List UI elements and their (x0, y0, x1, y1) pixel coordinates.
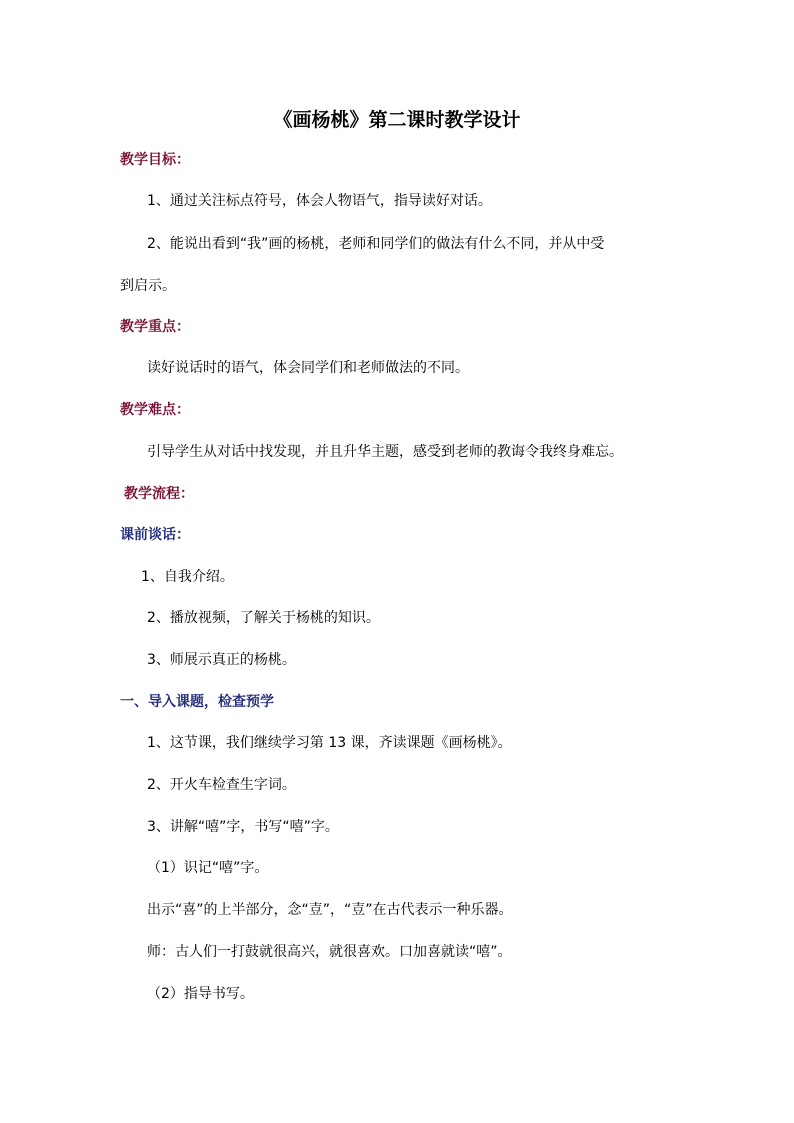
key-heading: 教学重点： (120, 319, 190, 335)
part1-item-5: 出示“喜”的上半部分，念“壴”，“壴”在古代表示一种乐器。 (147, 902, 513, 918)
pre-talk-item-2: 2、播放视频，了解关于杨桃的知识。 (147, 610, 380, 626)
pre-talk-heading: 课前谈话： (120, 527, 190, 543)
pre-talk-item-1: 1、自我介绍。 (141, 569, 234, 585)
goal-item-2: 2、能说出看到“我”画的杨桃，老师和同学们的做法有什么不同，并从中受 (147, 236, 605, 252)
process-heading: 教学流程： (124, 486, 194, 502)
part1-item-2: 2、开火车检查生字词。 (147, 777, 296, 793)
difficulty-heading: 教学难点： (120, 402, 190, 418)
part1-item-6: 师：古人们一打鼓就很高兴，就很喜欢。口加喜就读“嘻”。 (147, 944, 512, 960)
document-title: 《画杨桃》第二课时教学设计 (273, 109, 521, 131)
part1-heading: 一、导入课题，检查预学 (120, 694, 274, 710)
pre-talk-item-3: 3、师展示真正的杨桃。 (147, 652, 296, 668)
goal-item-1: 1、通过关注标点符号，体会人物语气，指导读好对话。 (147, 193, 492, 209)
goal-item-2-continued: 到启示。 (120, 278, 176, 294)
part1-item-1: 1、这节课，我们继续学习第 13 课，齐读课题《画杨桃》。 (147, 735, 512, 751)
difficulty-text: 引导学生从对话中找发现，并且升华主题，感受到老师的教诲令我终身难忘。 (147, 444, 623, 460)
part1-item-3: 3、讲解“嘻”字，书写“嘻”字。 (147, 819, 339, 835)
part1-item-7: （2）指导书写。 (147, 986, 254, 1002)
key-text: 读好说话时的语气，体会同学们和老师做法的不同。 (147, 360, 469, 376)
part1-item-4: （1）识记“嘻”字。 (147, 860, 269, 876)
goals-heading: 教学目标： (120, 152, 190, 168)
